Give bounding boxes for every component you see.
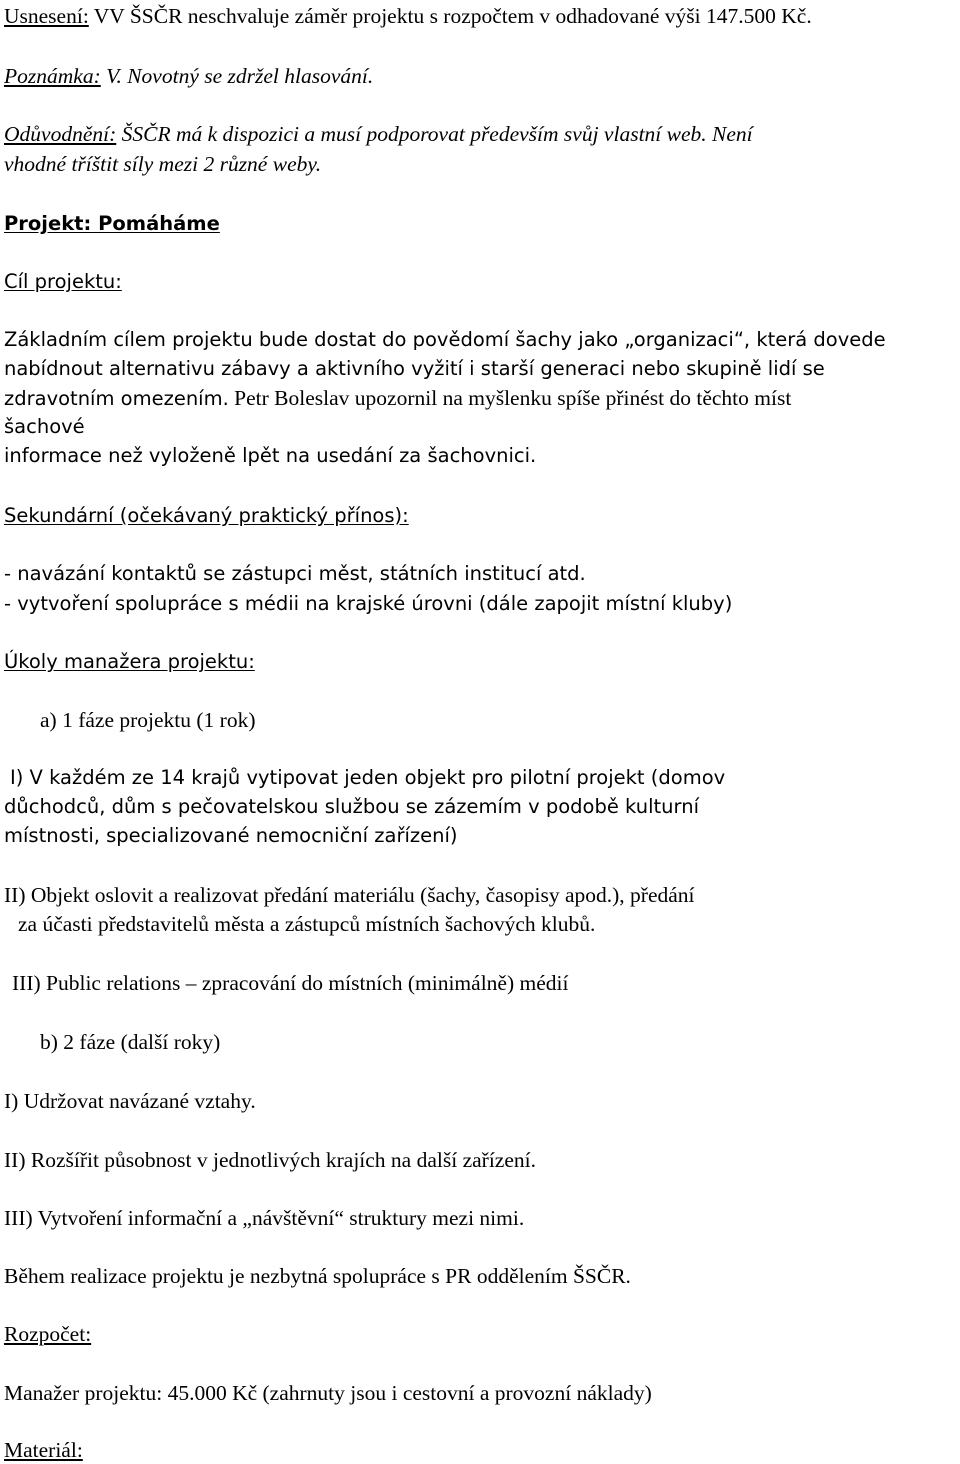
cil-line-1: Základním cílem projektu bude dostat do povědomí šachy jako „organizaci“, která dovede — [4, 328, 886, 351]
phase-b-item-3: III) Vytvoření informační a „návštěvní“ struktury mezi nimi. — [4, 1206, 525, 1230]
rozpocet-heading: Rozpočet: — [4, 1322, 92, 1346]
phase-a-item-1-line-2: důchodců, dům s pečovatelskou službou se zázemím v podobě kulturní — [4, 795, 699, 818]
cil-line-2: nabídnout alternativu zábavy a aktivního vyžití i starší generaci nebo skupině lidí se — [4, 357, 825, 380]
cil-line-3-serif: Petr Boleslav upozornil na myšlenku spíše přinést do těchto míst — [228, 386, 792, 410]
spoluprace-line: Během realizace projektu je nezbytná spolupráce s PR oddělením ŠSČR. — [4, 1264, 631, 1288]
poznamka-label: Poznámka: — [4, 64, 101, 88]
rozpocet-manazer: Manažer projektu: 45.000 Kč (zahrnuty jsou i cestovní a provozní náklady) — [4, 1381, 652, 1405]
oduvodneni-line-1 — [4, 120, 753, 148]
cil-line-3 — [4, 384, 791, 413]
cil-line-3-sans: zdravotním omezením. — [4, 387, 229, 410]
ukoly-heading: Úkoly manažera projektu: — [4, 650, 255, 673]
poznamka-text: V. Novotný se zdržel hlasování. — [100, 64, 374, 88]
phase-a-item-2-line-1: II) Objekt oslovit a realizovat předání materiálu (šachy, časopisy apod.), předání — [4, 883, 695, 907]
phase-a-item-3: III) Public relations – zpracování do místních (minimálně) médií — [12, 971, 569, 995]
oduvodneni-line-2: vhodné tříštit síly mezi 2 různé weby. — [4, 152, 322, 176]
phase-a-item-1-line-1: I) V každém ze 14 krajů vytipovat jeden objekt pro pilotní projekt (domov — [10, 766, 726, 789]
phase-a-item-2-line-2: za účasti představitelů města a zástupců místních šachových klubů. — [18, 912, 596, 936]
oduvodneni-label: Odůvodnění: — [4, 122, 117, 146]
sekundarni-item-1: - navázání kontaktů se zástupci měst, státních institucí atd. — [4, 562, 586, 585]
oduvodneni-text-1: ŠSČR má k dispozici a musí podporovat především svůj vlastní web. Není — [116, 122, 753, 146]
usneseni-text: VV ŠSČR neschvaluje záměr projektu s rozpočtem v odhadované výši 147.500 Kč. — [88, 4, 812, 28]
phase-a-item-1-line-3: místnosti, specializované nemocniční zařízení) — [4, 824, 458, 847]
sekundarni-heading: Sekundární (očekávaný praktický přínos): — [4, 504, 409, 527]
phase-b-item-2: II) Rozšířit působnost v jednotlivých krajích na další zařízení. — [4, 1148, 536, 1172]
sekundarni-item-2: - vytvoření spolupráce s médii na krajské úrovni (dále zapojit místní kluby) — [4, 592, 733, 615]
phase-a: a) 1 fáze projektu (1 rok) — [40, 708, 256, 732]
material-heading: Materiál: — [4, 1438, 83, 1462]
cil-line-4: šachové — [4, 415, 85, 438]
usneseni-label: Usnesení: — [4, 4, 89, 28]
usneseni-line — [4, 2, 812, 30]
project-title: Projekt: Pomáháme — [4, 212, 220, 235]
phase-b: b) 2 fáze (další roky) — [40, 1030, 221, 1054]
poznamka-line — [4, 62, 373, 90]
cil-line-5: informace než vyloženě lpět na usedání za šachovnici. — [4, 444, 537, 467]
phase-b-item-1: I) Udržovat navázané vztahy. — [4, 1089, 256, 1113]
cil-heading: Cíl projektu: — [4, 270, 122, 293]
